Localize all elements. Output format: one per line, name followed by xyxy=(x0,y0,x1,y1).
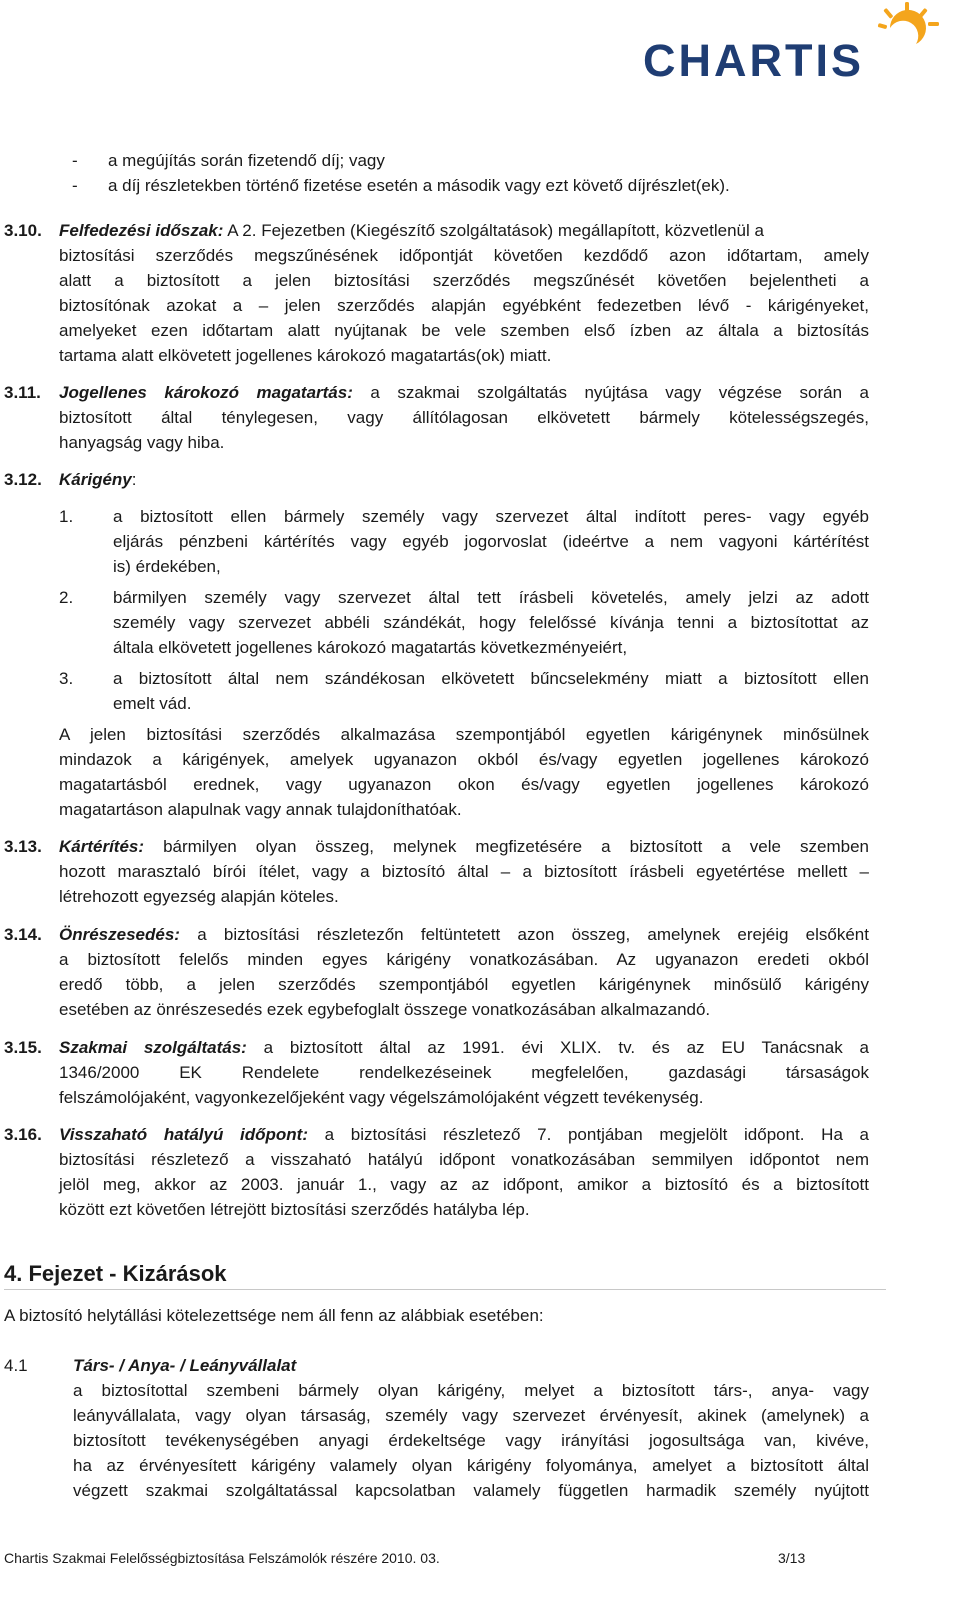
intro-bullet-2: a díj részletekben történő fizetése esetén a második vagy ezt követő díjrészlet(ek). xyxy=(108,176,730,195)
definition-line: között ezt követően létrejött biztosítási szerződés hatályba lép. xyxy=(59,1200,530,1219)
definition-line xyxy=(59,1122,869,1147)
list-item-line: általa elkövetett jogellenes károkozó magatartás következményeiért, xyxy=(113,638,628,657)
definition-text: a biztosítási részletezőn feltüntetett azon összeg, amelynek erejéig elsőként xyxy=(197,925,869,944)
definition-text: A 2. Fejezetben (Kiegészítő szolgáltatások) megállapított, közvetlenül a xyxy=(227,221,764,240)
list-item-line: emelt vád. xyxy=(113,694,192,713)
definition-line: eredő több, a jelen szerződés szempontjából egyetlen kárigénynek minősülő kárigény xyxy=(59,975,869,994)
exclusion-number: 4.1 xyxy=(4,1356,28,1375)
chartis-logo xyxy=(640,0,940,92)
definition-line xyxy=(59,922,869,947)
definition-line: esetében az önrészesedés ezek egybefoglalt összege vonatkozásában alkalmazandó. xyxy=(59,1000,711,1019)
definition-line xyxy=(59,467,136,492)
closing-line: A jelen biztosítási szerződés alkalmazása szempontjából egyetlen kárigénynek minősülnek xyxy=(59,725,869,744)
chapter-intro: A biztosító helytállási kötelezettsége nem áll fenn az alábbiak esetében: xyxy=(4,1306,544,1325)
definition-term: Felfedezési időszak: xyxy=(59,221,224,240)
definition-line: 1346/2000 EK Rendelete rendelkezéseinek megfelelően, gazdasági társaságok xyxy=(59,1063,869,1082)
section-number: 3.14. xyxy=(4,925,42,944)
definition-line: alatt a biztosított a jelen biztosítási szerződés megszűnését követően bejelentheti a xyxy=(59,271,869,290)
list-number: 1. xyxy=(59,507,74,526)
definition-line: felszámolójaként, vagyonkezelőjeként vagy végelszámolójaként végzett tevékenység. xyxy=(59,1088,704,1107)
list-item-line: személy vagy szervezet abbéli szándékát, hogy felelőssé kívánja tenni a biztosítottat az xyxy=(113,613,869,632)
definition-line: létrehozott egyezség alapján köteles. xyxy=(59,887,339,906)
heading-divider xyxy=(4,1289,886,1290)
section-number: 3.16. xyxy=(4,1125,42,1144)
section-number: 3.13. xyxy=(4,837,42,856)
list-item-line: a biztosított által nem szándékosan elkövetett bűncselekmény miatt a biztosított ellen xyxy=(113,669,869,688)
bullet-dash: - xyxy=(72,151,78,170)
list-item-line: a biztosított ellen bármely személy vagy szervezet által indított peres- vagy egyéb xyxy=(113,507,869,526)
definition-term: Szakmai szolgáltatás: xyxy=(59,1038,247,1057)
footer-title: Chartis Szakmai Felelősségbiztosítása Felszámolók részére 2010. 03. xyxy=(4,1550,440,1566)
exclusion-line: leányvállalata, vagy olyan társaság, személy vagy szervezet érvényesít, akinek (amelynek) a xyxy=(73,1406,869,1425)
definition-line: biztosítási szerződés megszűnésének időpontját követően kezdődő azon időtartam, amely xyxy=(59,246,869,265)
list-item-line: bármilyen személy vagy szervezet által tett írásbeli követelés, amely jelzi az adott xyxy=(113,588,869,607)
closing-line: magatartásból erednek, vagy ugyanazon okon és/vagy egyetlen jogellenes károkozó xyxy=(59,775,869,794)
definition-line xyxy=(59,218,869,243)
definition-line: tartama alatt elkövetett jogellenes károkozó magatartás(ok) miatt. xyxy=(59,346,552,365)
list-number: 3. xyxy=(59,669,74,688)
definition-text: a biztosítási részletező 7. pontjában megjelölt időpont. Ha a xyxy=(324,1125,870,1144)
definition-text: bármilyen olyan összeg, melynek megfizetésére a biztosított a vele szemben xyxy=(163,837,869,856)
exclusion-line: ha az érvényesített kárigény valamely olyan kárigény folyománya, amelyet a biztosított által xyxy=(73,1456,869,1475)
definition-line xyxy=(59,834,869,859)
definition-term: Visszaható hatályú időpont: xyxy=(59,1125,308,1144)
definition-term: Kártérítés: xyxy=(59,837,145,856)
definition-line xyxy=(59,380,869,405)
definition-term: Önrészesedés: xyxy=(59,925,180,944)
page-number: 3/13 xyxy=(778,1550,806,1566)
definition-line: hanyagság vagy hiba. xyxy=(59,433,225,452)
bullet-dash: - xyxy=(72,176,78,195)
definition-line: biztosított által ténylegesen, vagy állítólagosan elkövetett bármely kötelességszegés, xyxy=(59,408,869,427)
definition-line xyxy=(59,1035,869,1060)
logo-sun-icon xyxy=(850,0,940,60)
closing-line: mindazok a kárigények, amelyek ugyanazon okból és/vagy egyetlen jogellenes károkozó xyxy=(59,750,869,769)
definition-line: biztosítási részletező a visszaható hatályú időpont vonatkozásában semmilyen időpontot nem xyxy=(59,1150,869,1169)
definition-text: a szakmai szolgáltatás nyújtása vagy végzése során a xyxy=(370,383,869,402)
definition-colon: : xyxy=(131,470,137,489)
definition-line: jelöl meg, akkor az 2003. január 1., vagy az az időpont, amikor a biztosító és a biztosított xyxy=(59,1175,869,1194)
exclusion-line: a biztosítottal szembeni bármely olyan kárigény, melyet a biztosított társ-, anya- vagy xyxy=(73,1381,869,1400)
section-number: 3.15. xyxy=(4,1038,42,1057)
definition-text: a biztosított által az 1991. évi XLIX. tv. és az EU Tanácsnak a xyxy=(263,1038,869,1057)
definition-line: hozott marasztaló bírói ítélet, vagy a biztosító által – a biztosított írásbeli egyetértése mellett – xyxy=(59,862,869,881)
intro-bullet-1: a megújítás során fizetendő díj; vagy xyxy=(108,151,385,170)
definition-line: amelyeket ezen időtartam alatt nyújtanak be vele szemben első ízben az általa a biztosítás xyxy=(59,321,869,340)
exclusion-title: Társ- / Anya- / Leányvállalat xyxy=(73,1356,297,1375)
definition-line: a biztosított felelős minden egyes kárigény vonatkozásában. Az ugyanazon eredeti okból xyxy=(59,950,869,969)
definition-term: Jogellenes károkozó magatartás: xyxy=(59,383,353,402)
definition-term: Kárigény xyxy=(59,470,132,489)
list-item-line: is) érdekében, xyxy=(113,557,221,576)
exclusion-line: végzett szakmai szolgáltatással kapcsolatban valamely független harmadik személy nyújtott xyxy=(73,1481,869,1500)
section-number: 3.11. xyxy=(4,383,41,402)
chapter-heading: 4. Fejezet - Kizárások xyxy=(4,1261,227,1286)
definition-line: biztosítónak azokat a – jelen szerződés alapján egyébként fedezetben lévő - kárigényeket, xyxy=(59,296,869,315)
logo-wordmark: CHARTIS xyxy=(643,35,864,86)
closing-line: magatartáson alapulnak vagy annak tulajdoníthatóak. xyxy=(59,800,462,819)
section-number: 3.12. xyxy=(4,470,42,489)
list-item-line: eljárás pénzbeni kártérítés vagy egyéb jogorvoslat (ideértve a nem vagyoni kártérítést xyxy=(113,532,869,551)
list-number: 2. xyxy=(59,588,74,607)
section-number: 3.10. xyxy=(4,221,42,240)
exclusion-line: biztosított tevékenységében anyagi érdekeltsége vagy irányítási jogosultsága van, kivéve, xyxy=(73,1431,869,1450)
